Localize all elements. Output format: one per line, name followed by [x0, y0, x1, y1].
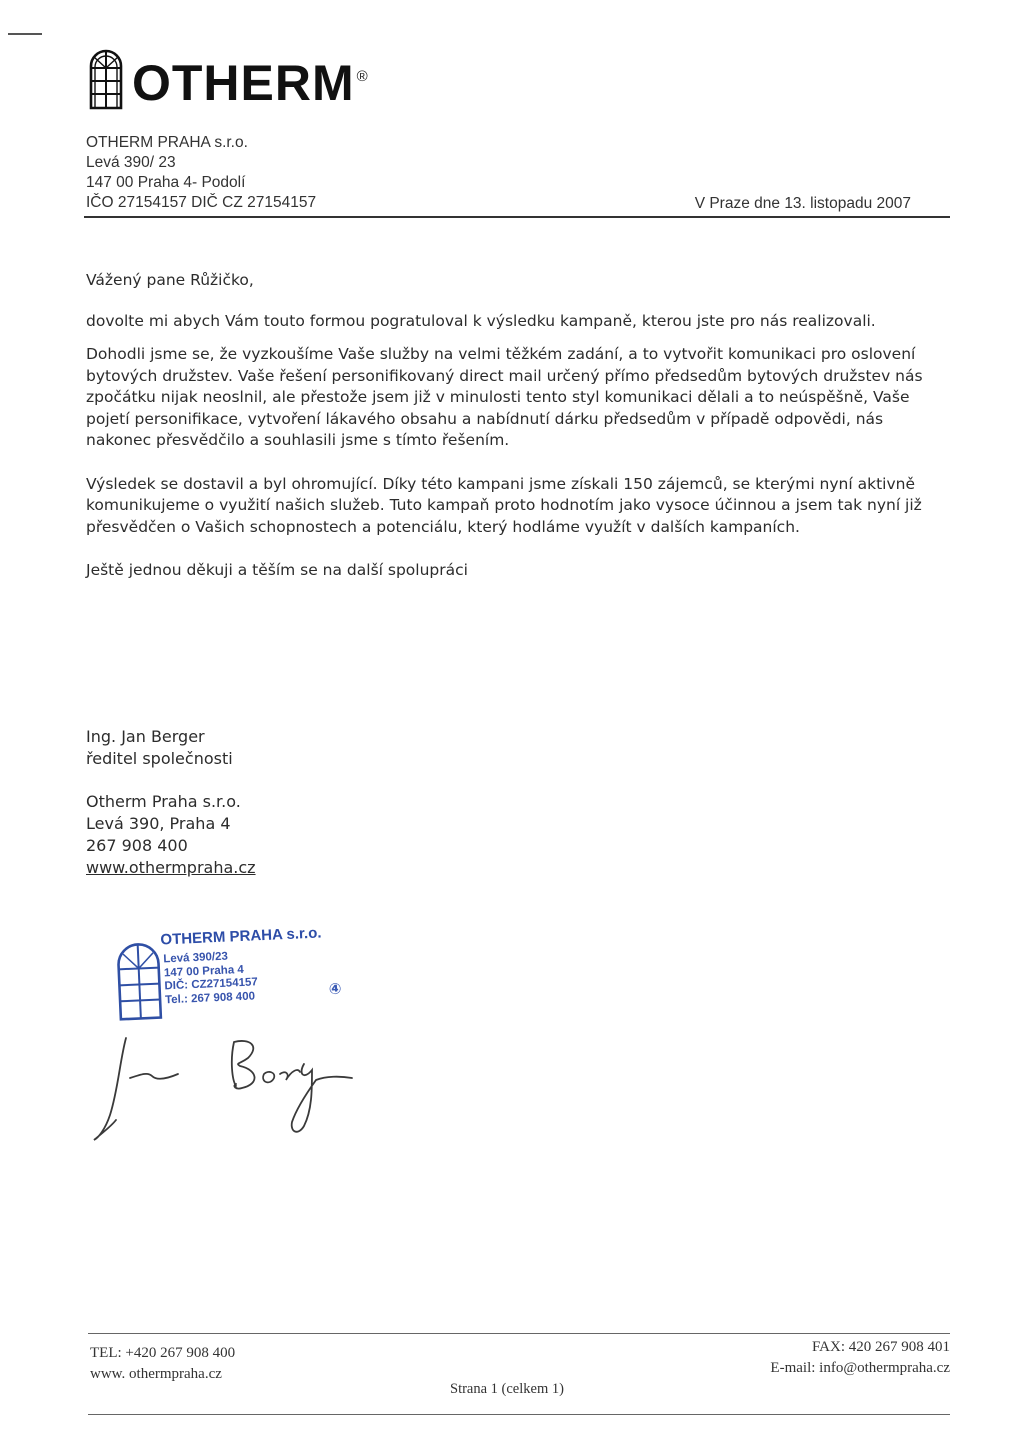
contact-block — [86, 791, 256, 879]
company-ids: IČO 27154157 DIČ CZ 27154157 — [86, 194, 317, 211]
footer-left — [90, 1343, 235, 1385]
stamp-vat: DIČ: CZ27154157 — [164, 976, 259, 993]
paragraph-congratulation: dovolte mi abych Vám touto formou pogratuloval k výsledku kampaně, kterou jste pro nás realizovali. — [86, 311, 876, 330]
contact-address: Levá 390, Praha 4 — [86, 814, 231, 833]
handwritten-signature — [90, 1030, 380, 1150]
company-stamp — [114, 923, 368, 1024]
footer-email: E-mail: info@othermpraha.cz — [770, 1360, 950, 1376]
footer-right — [770, 1337, 950, 1379]
company-city: 147 00 Praha 4- Podolí — [86, 174, 246, 191]
stamp-street: Levá 390/23 — [163, 950, 229, 966]
contact-company: Otherm Praha s.r.o. — [86, 792, 241, 811]
signer-title: ředitel společnosti — [86, 749, 233, 768]
stamp-phone: Tel.: 267 908 400 — [164, 989, 256, 1006]
stamp-details — [163, 949, 259, 1007]
footer-website: www. othermpraha.cz — [90, 1366, 222, 1382]
company-name: OTHERM PRAHA s.r.o. — [86, 134, 248, 151]
header-divider — [84, 216, 950, 218]
salutation: Vážený pane Růžičko, — [86, 271, 254, 289]
stamp-company-name: OTHERM PRAHA s.r.o. — [160, 924, 322, 949]
paragraph-result: Výsledek se dostavil a byl ohromující. Díky této kampani jsme získali 150 zájemců, se kterými nyní aktivně komunikujeme o využití našich služeb. Tuto kampaň proto hodnotím jako vysoce účinnou a jsem tak nyní již přesvědčen o Vašich schopnostech a potenciálu, který hodláme využít v dalších kampaních. — [86, 474, 922, 536]
brand-wordmark: OTHERM — [132, 55, 355, 111]
scan-corner-mark — [8, 33, 42, 35]
stamp-city: 147 00 Praha 4 — [163, 963, 245, 979]
company-address-block — [86, 133, 316, 213]
company-logo — [88, 46, 368, 110]
page-number: Strana 1 (celkem 1) — [450, 1381, 564, 1397]
paragraph-agreement: Dohodli jsme se, že vyzkoušíme Vaše služby na velmi těžkém zadání, a to vytvořit komunikaci pro oslovení bytových družstev. Vaše řešení personifikovaný direct mail určený přímo předsedům bytových družstev nás zpočátku nijak neoslnil, ale přestože jsem již v minulosti tento styl komunikaci dělali a to neúspěšně, Vaše pojetí personifikace, vytvoření lákavého obsahu a nabídnutí dárku předsedům v případě odpovědi, nás nakonec přesvědčilo a souhlasili jsme s tímto řešením. — [86, 345, 923, 449]
footer-fax: FAX: 420 267 908 401 — [811, 1339, 950, 1355]
company-street: Levá 390/ 23 — [86, 154, 176, 171]
contact-phone: 267 908 400 — [86, 836, 188, 855]
stamp-window-icon — [115, 941, 164, 1021]
paragraph-thanks: Ještě jednou děkuji a těším se na další spolupráci — [86, 561, 468, 579]
footer-phone: TEL: +420 267 908 400 — [90, 1345, 236, 1361]
registered-mark: ® — [356, 68, 368, 85]
window-arch-icon — [88, 48, 124, 110]
footer-divider-bottom — [88, 1414, 950, 1415]
footer-divider-top — [88, 1333, 950, 1334]
signer-name: Ing. Jan Berger — [86, 727, 205, 746]
letter-date: V Praze dne 13. listopadu 2007 — [694, 195, 911, 212]
signer-block — [86, 726, 233, 770]
website-link[interactable]: www.othermpraha.cz — [86, 858, 256, 877]
stamp-number-mark: ④ — [328, 979, 342, 999]
letter-body — [86, 270, 952, 594]
